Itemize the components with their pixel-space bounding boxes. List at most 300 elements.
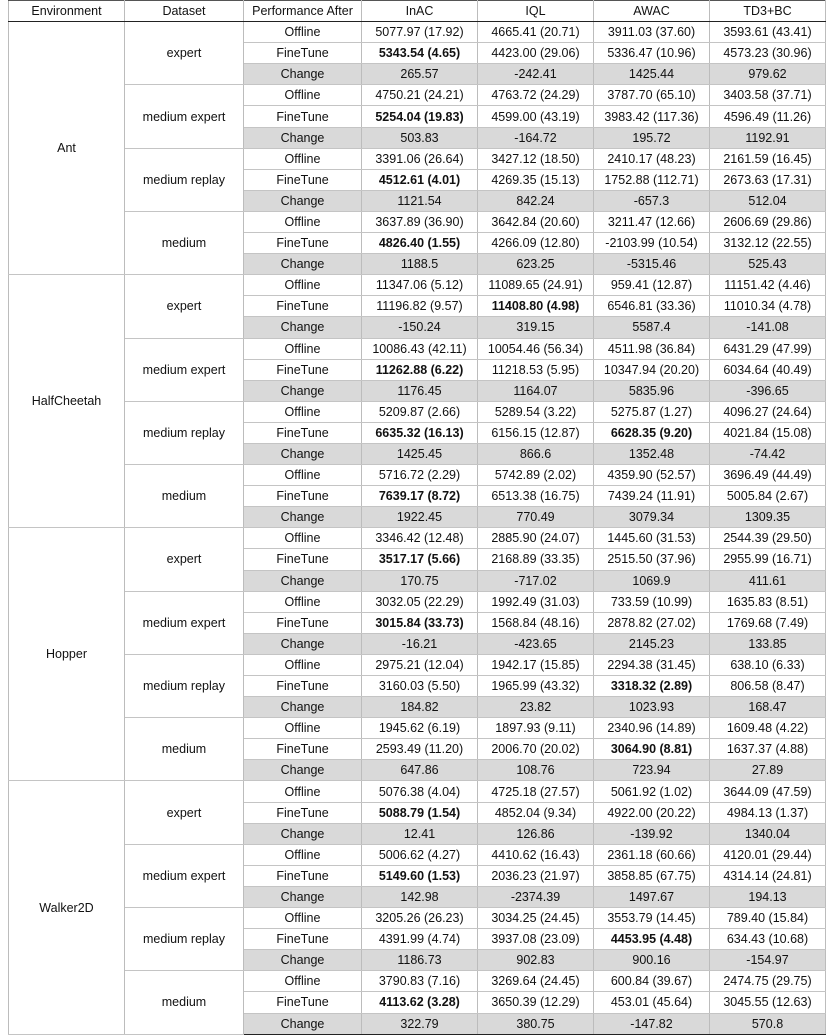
performance-after-cell: FineTune bbox=[244, 676, 362, 697]
value-cell: 5835.96 bbox=[594, 380, 710, 401]
value-cell: 142.98 bbox=[362, 886, 478, 907]
value-cell: 4314.14 (24.81) bbox=[710, 865, 826, 886]
header-td3bc: TD3+BC bbox=[710, 1, 826, 22]
value-cell: 5209.87 (2.66) bbox=[362, 401, 478, 422]
environment-cell: Hopper bbox=[9, 528, 125, 781]
performance-after-cell: Offline bbox=[244, 401, 362, 422]
value-cell: 2340.96 (14.89) bbox=[594, 718, 710, 739]
value-cell: 1164.07 bbox=[478, 380, 594, 401]
performance-after-cell: FineTune bbox=[244, 612, 362, 633]
value-cell: 2036.23 (21.97) bbox=[478, 865, 594, 886]
environment-cell: Ant bbox=[9, 22, 125, 275]
value-cell bbox=[362, 802, 478, 823]
value-cell bbox=[362, 233, 478, 254]
header-iql: IQL bbox=[478, 1, 594, 22]
value-cell: 3132.12 (22.55) bbox=[710, 233, 826, 254]
value-cell: 1121.54 bbox=[362, 190, 478, 211]
value-cell: 4410.62 (16.43) bbox=[478, 844, 594, 865]
value-cell: 265.57 bbox=[362, 64, 478, 85]
value-cell: 5587.4 bbox=[594, 317, 710, 338]
value-cell: 5077.97 (17.92) bbox=[362, 22, 478, 43]
value-cell: 5336.47 (10.96) bbox=[594, 43, 710, 64]
performance-after-cell: Change bbox=[244, 760, 362, 781]
best-value: 7639.17 (8.72) bbox=[378, 489, 461, 504]
best-value: 3064.90 (8.81) bbox=[610, 742, 693, 757]
value-cell: 411.61 bbox=[710, 570, 826, 591]
value-cell: 4665.41 (20.71) bbox=[478, 22, 594, 43]
value-cell: -2103.99 (10.54) bbox=[594, 233, 710, 254]
table-row bbox=[9, 85, 826, 106]
value-cell: 4750.21 (24.21) bbox=[362, 85, 478, 106]
value-cell: 3032.05 (22.29) bbox=[362, 591, 478, 612]
performance-after-cell: Change bbox=[244, 950, 362, 971]
value-cell: 3650.39 (12.29) bbox=[478, 992, 594, 1013]
value-cell: 1568.84 (48.16) bbox=[478, 612, 594, 633]
table-row bbox=[9, 401, 826, 422]
performance-after-cell: Offline bbox=[244, 781, 362, 802]
value-cell: 170.75 bbox=[362, 570, 478, 591]
value-cell: 634.43 (10.68) bbox=[710, 929, 826, 950]
value-cell bbox=[594, 676, 710, 697]
table-row bbox=[9, 844, 826, 865]
value-cell: 623.25 bbox=[478, 254, 594, 275]
value-cell: 3403.58 (37.71) bbox=[710, 85, 826, 106]
value-cell: -396.65 bbox=[710, 380, 826, 401]
value-cell: 4096.27 (24.64) bbox=[710, 401, 826, 422]
value-cell: 1445.60 (31.53) bbox=[594, 528, 710, 549]
performance-after-cell: FineTune bbox=[244, 169, 362, 190]
header-inac: InAC bbox=[362, 1, 478, 22]
value-cell: 2145.23 bbox=[594, 633, 710, 654]
value-cell: 4599.00 (43.19) bbox=[478, 106, 594, 127]
value-cell: 6431.29 (47.99) bbox=[710, 338, 826, 359]
value-cell: 3911.03 (37.60) bbox=[594, 22, 710, 43]
performance-after-cell: Change bbox=[244, 823, 362, 844]
value-cell: 5061.92 (1.02) bbox=[594, 781, 710, 802]
performance-after-cell: Change bbox=[244, 886, 362, 907]
value-cell bbox=[362, 865, 478, 886]
table-row bbox=[9, 275, 826, 296]
value-cell: -141.08 bbox=[710, 317, 826, 338]
results-table bbox=[8, 0, 826, 1035]
value-cell: 525.43 bbox=[710, 254, 826, 275]
value-cell: 3593.61 (43.41) bbox=[710, 22, 826, 43]
value-cell: 6513.38 (16.75) bbox=[478, 486, 594, 507]
value-cell: 27.89 bbox=[710, 760, 826, 781]
value-cell: 4423.00 (29.06) bbox=[478, 43, 594, 64]
value-cell: 1609.48 (4.22) bbox=[710, 718, 826, 739]
table-row bbox=[9, 781, 826, 802]
value-cell: 322.79 bbox=[362, 1013, 478, 1034]
value-cell: 2885.90 (24.07) bbox=[478, 528, 594, 549]
value-cell: 3642.84 (20.60) bbox=[478, 211, 594, 232]
value-cell: 5076.38 (4.04) bbox=[362, 781, 478, 802]
value-cell: 2161.59 (16.45) bbox=[710, 148, 826, 169]
performance-after-cell: FineTune bbox=[244, 865, 362, 886]
value-cell: 2410.17 (48.23) bbox=[594, 148, 710, 169]
best-value: 3318.32 (2.89) bbox=[610, 679, 693, 694]
table-row bbox=[9, 971, 826, 992]
best-value: 3015.84 (33.73) bbox=[375, 615, 464, 630]
performance-after-cell: Offline bbox=[244, 148, 362, 169]
value-cell: 3553.79 (14.45) bbox=[594, 908, 710, 929]
value-cell: 1992.49 (31.03) bbox=[478, 591, 594, 612]
header-row bbox=[9, 1, 826, 22]
value-cell: 6156.15 (12.87) bbox=[478, 422, 594, 443]
value-cell: -16.21 bbox=[362, 633, 478, 654]
value-cell: 733.59 (10.99) bbox=[594, 591, 710, 612]
value-cell: 453.01 (45.64) bbox=[594, 992, 710, 1013]
value-cell: 4269.35 (15.13) bbox=[478, 169, 594, 190]
header-dataset: Dataset bbox=[125, 1, 244, 22]
value-cell: 194.13 bbox=[710, 886, 826, 907]
dataset-cell: medium expert bbox=[125, 844, 244, 907]
value-cell: 2975.21 (12.04) bbox=[362, 654, 478, 675]
value-cell: 723.94 bbox=[594, 760, 710, 781]
value-cell: 1769.68 (7.49) bbox=[710, 612, 826, 633]
best-value: 11262.88 (6.22) bbox=[375, 362, 464, 377]
value-cell: 11089.65 (24.91) bbox=[478, 275, 594, 296]
performance-after-cell: FineTune bbox=[244, 106, 362, 127]
value-cell: 195.72 bbox=[594, 127, 710, 148]
performance-after-cell: Offline bbox=[244, 654, 362, 675]
value-cell: 319.15 bbox=[478, 317, 594, 338]
value-cell: 3696.49 (44.49) bbox=[710, 465, 826, 486]
value-cell: 2606.69 (29.86) bbox=[710, 211, 826, 232]
best-value: 4826.40 (1.55) bbox=[378, 236, 461, 251]
dataset-cell: medium expert bbox=[125, 591, 244, 654]
best-value: 4453.95 (4.48) bbox=[610, 932, 693, 947]
value-cell: 4359.90 (52.57) bbox=[594, 465, 710, 486]
value-cell: 2474.75 (29.75) bbox=[710, 971, 826, 992]
performance-after-cell: FineTune bbox=[244, 992, 362, 1013]
value-cell: 1188.5 bbox=[362, 254, 478, 275]
value-cell: 133.85 bbox=[710, 633, 826, 654]
performance-after-cell: Change bbox=[244, 317, 362, 338]
value-cell: -147.82 bbox=[594, 1013, 710, 1034]
value-cell: 1023.93 bbox=[594, 697, 710, 718]
table-row bbox=[9, 718, 826, 739]
value-cell: 3346.42 (12.48) bbox=[362, 528, 478, 549]
best-value: 4113.62 (3.28) bbox=[379, 995, 460, 1010]
value-cell: 3787.70 (65.10) bbox=[594, 85, 710, 106]
value-cell: 3391.06 (26.64) bbox=[362, 148, 478, 169]
value-cell: 866.6 bbox=[478, 443, 594, 464]
value-cell: 10086.43 (42.11) bbox=[362, 338, 478, 359]
performance-after-cell: FineTune bbox=[244, 233, 362, 254]
performance-after-cell: Change bbox=[244, 1013, 362, 1034]
value-cell: 1945.62 (6.19) bbox=[362, 718, 478, 739]
value-cell: 842.24 bbox=[478, 190, 594, 211]
value-cell: 770.49 bbox=[478, 507, 594, 528]
value-cell bbox=[362, 43, 478, 64]
best-value: 5149.60 (1.53) bbox=[378, 868, 461, 883]
table-row bbox=[9, 465, 826, 486]
performance-after-cell: Change bbox=[244, 380, 362, 401]
performance-after-cell: FineTune bbox=[244, 486, 362, 507]
value-cell: 2361.18 (60.66) bbox=[594, 844, 710, 865]
value-cell: 5006.62 (4.27) bbox=[362, 844, 478, 865]
table-row bbox=[9, 338, 826, 359]
performance-after-cell: FineTune bbox=[244, 929, 362, 950]
value-cell bbox=[594, 422, 710, 443]
performance-after-cell: Offline bbox=[244, 275, 362, 296]
performance-after-cell: FineTune bbox=[244, 296, 362, 317]
value-cell: 11151.42 (4.46) bbox=[710, 275, 826, 296]
header-performance-after: Performance After bbox=[244, 1, 362, 22]
value-cell: 11218.53 (5.95) bbox=[478, 359, 594, 380]
performance-after-cell: FineTune bbox=[244, 739, 362, 760]
value-cell: 3079.34 bbox=[594, 507, 710, 528]
value-cell: 2878.82 (27.02) bbox=[594, 612, 710, 633]
table-row bbox=[9, 591, 826, 612]
value-cell: 2294.38 (31.45) bbox=[594, 654, 710, 675]
value-cell: 3858.85 (67.75) bbox=[594, 865, 710, 886]
value-cell: 1965.99 (43.32) bbox=[478, 676, 594, 697]
value-cell: 2955.99 (16.71) bbox=[710, 549, 826, 570]
performance-after-cell: Offline bbox=[244, 908, 362, 929]
best-value: 3517.17 (5.66) bbox=[378, 552, 461, 567]
value-cell: 959.41 (12.87) bbox=[594, 275, 710, 296]
value-cell: 2673.63 (17.31) bbox=[710, 169, 826, 190]
value-cell: 1309.35 bbox=[710, 507, 826, 528]
value-cell: 3790.83 (7.16) bbox=[362, 971, 478, 992]
performance-after-cell: Change bbox=[244, 127, 362, 148]
value-cell: 503.83 bbox=[362, 127, 478, 148]
value-cell: 4021.84 (15.08) bbox=[710, 422, 826, 443]
value-cell: 380.75 bbox=[478, 1013, 594, 1034]
value-cell bbox=[362, 612, 478, 633]
value-cell: 638.10 (6.33) bbox=[710, 654, 826, 675]
performance-after-cell: Offline bbox=[244, 338, 362, 359]
performance-after-cell: Change bbox=[244, 507, 362, 528]
value-cell: 1425.44 bbox=[594, 64, 710, 85]
value-cell: 4725.18 (27.57) bbox=[478, 781, 594, 802]
table-row bbox=[9, 148, 826, 169]
table-row bbox=[9, 528, 826, 549]
value-cell: 4596.49 (11.26) bbox=[710, 106, 826, 127]
value-cell: 979.62 bbox=[710, 64, 826, 85]
value-cell: -164.72 bbox=[478, 127, 594, 148]
value-cell: -5315.46 bbox=[594, 254, 710, 275]
dataset-cell: expert bbox=[125, 781, 244, 844]
value-cell bbox=[362, 422, 478, 443]
performance-after-cell: Offline bbox=[244, 528, 362, 549]
value-cell bbox=[362, 359, 478, 380]
performance-after-cell: Offline bbox=[244, 465, 362, 486]
dataset-cell: medium replay bbox=[125, 148, 244, 211]
header-environment: Environment bbox=[9, 1, 125, 22]
dataset-cell: medium bbox=[125, 211, 244, 274]
value-cell: 647.86 bbox=[362, 760, 478, 781]
dataset-cell: medium bbox=[125, 971, 244, 1034]
value-cell: -154.97 bbox=[710, 950, 826, 971]
header-awac: AWAC bbox=[594, 1, 710, 22]
table-body bbox=[9, 22, 826, 1035]
value-cell bbox=[362, 169, 478, 190]
best-value: 6635.32 (16.13) bbox=[375, 425, 464, 440]
value-cell: 4391.99 (4.74) bbox=[362, 929, 478, 950]
value-cell: 4852.04 (9.34) bbox=[478, 802, 594, 823]
performance-after-cell: Change bbox=[244, 254, 362, 275]
value-cell: 6546.81 (33.36) bbox=[594, 296, 710, 317]
value-cell: 1425.45 bbox=[362, 443, 478, 464]
value-cell: 1942.17 (15.85) bbox=[478, 654, 594, 675]
performance-after-cell: Offline bbox=[244, 844, 362, 865]
value-cell: 3205.26 (26.23) bbox=[362, 908, 478, 929]
value-cell: 4120.01 (29.44) bbox=[710, 844, 826, 865]
performance-after-cell: Offline bbox=[244, 22, 362, 43]
value-cell: 1922.45 bbox=[362, 507, 478, 528]
value-cell: 11347.06 (5.12) bbox=[362, 275, 478, 296]
value-cell: 3644.09 (47.59) bbox=[710, 781, 826, 802]
value-cell: 5716.72 (2.29) bbox=[362, 465, 478, 486]
value-cell: -150.24 bbox=[362, 317, 478, 338]
dataset-cell: medium expert bbox=[125, 85, 244, 148]
dataset-cell: expert bbox=[125, 528, 244, 591]
best-value: 11408.80 (4.98) bbox=[491, 299, 580, 314]
value-cell: 6034.64 (40.49) bbox=[710, 359, 826, 380]
dataset-cell: medium replay bbox=[125, 908, 244, 971]
value-cell: 11010.34 (4.78) bbox=[710, 296, 826, 317]
value-cell: 3637.89 (36.90) bbox=[362, 211, 478, 232]
value-cell bbox=[594, 929, 710, 950]
value-cell: 512.04 bbox=[710, 190, 826, 211]
value-cell: 11196.82 (9.57) bbox=[362, 296, 478, 317]
best-value: 6628.35 (9.20) bbox=[610, 425, 693, 440]
dataset-cell: expert bbox=[125, 22, 244, 85]
value-cell: 2168.89 (33.35) bbox=[478, 549, 594, 570]
value-cell: 7439.24 (11.91) bbox=[594, 486, 710, 507]
value-cell: 5275.87 (1.27) bbox=[594, 401, 710, 422]
value-cell: 1497.67 bbox=[594, 886, 710, 907]
value-cell: 3160.03 (5.50) bbox=[362, 676, 478, 697]
value-cell: 1752.88 (112.71) bbox=[594, 169, 710, 190]
best-value: 5088.79 (1.54) bbox=[378, 805, 461, 820]
value-cell: 3211.47 (12.66) bbox=[594, 211, 710, 232]
value-cell: -74.42 bbox=[710, 443, 826, 464]
value-cell: 126.86 bbox=[478, 823, 594, 844]
dataset-cell: medium bbox=[125, 718, 244, 781]
value-cell: 108.76 bbox=[478, 760, 594, 781]
performance-after-cell: FineTune bbox=[244, 359, 362, 380]
performance-after-cell: Change bbox=[244, 64, 362, 85]
performance-after-cell: Change bbox=[244, 190, 362, 211]
environment-cell: Walker2D bbox=[9, 781, 125, 1034]
performance-after-cell: Offline bbox=[244, 591, 362, 612]
value-cell: 900.16 bbox=[594, 950, 710, 971]
value-cell: 1635.83 (8.51) bbox=[710, 591, 826, 612]
value-cell: 3983.42 (117.36) bbox=[594, 106, 710, 127]
value-cell: 2515.50 (37.96) bbox=[594, 549, 710, 570]
value-cell: 600.84 (39.67) bbox=[594, 971, 710, 992]
value-cell: 1897.93 (9.11) bbox=[478, 718, 594, 739]
value-cell: -2374.39 bbox=[478, 886, 594, 907]
table-row bbox=[9, 654, 826, 675]
best-value: 5343.54 (4.65) bbox=[378, 46, 461, 61]
table-row bbox=[9, 211, 826, 232]
dataset-cell: expert bbox=[125, 275, 244, 338]
value-cell: 4511.98 (36.84) bbox=[594, 338, 710, 359]
value-cell: -423.65 bbox=[478, 633, 594, 654]
performance-after-cell: Change bbox=[244, 633, 362, 654]
value-cell: 3937.08 (23.09) bbox=[478, 929, 594, 950]
value-cell: -139.92 bbox=[594, 823, 710, 844]
value-cell: 4763.72 (24.29) bbox=[478, 85, 594, 106]
value-cell: 570.8 bbox=[710, 1013, 826, 1034]
performance-after-cell: Offline bbox=[244, 211, 362, 232]
performance-after-cell: Change bbox=[244, 697, 362, 718]
performance-after-cell: FineTune bbox=[244, 802, 362, 823]
value-cell bbox=[362, 992, 478, 1013]
value-cell: 3034.25 (24.45) bbox=[478, 908, 594, 929]
value-cell: 5005.84 (2.67) bbox=[710, 486, 826, 507]
performance-after-cell: Offline bbox=[244, 85, 362, 106]
value-cell bbox=[362, 486, 478, 507]
value-cell: -657.3 bbox=[594, 190, 710, 211]
value-cell bbox=[362, 549, 478, 570]
performance-after-cell: FineTune bbox=[244, 43, 362, 64]
value-cell: 10347.94 (20.20) bbox=[594, 359, 710, 380]
value-cell: 1340.04 bbox=[710, 823, 826, 844]
performance-after-cell: FineTune bbox=[244, 549, 362, 570]
value-cell: 4573.23 (30.96) bbox=[710, 43, 826, 64]
performance-after-cell: Offline bbox=[244, 971, 362, 992]
value-cell: -717.02 bbox=[478, 570, 594, 591]
performance-after-cell: Change bbox=[244, 443, 362, 464]
best-value: 5254.04 (19.83) bbox=[375, 109, 464, 124]
value-cell: 5742.89 (2.02) bbox=[478, 465, 594, 486]
dataset-cell: medium replay bbox=[125, 401, 244, 464]
value-cell: 1637.37 (4.88) bbox=[710, 739, 826, 760]
value-cell: 902.83 bbox=[478, 950, 594, 971]
value-cell bbox=[362, 106, 478, 127]
value-cell bbox=[478, 296, 594, 317]
value-cell: 1069.9 bbox=[594, 570, 710, 591]
value-cell: 4984.13 (1.37) bbox=[710, 802, 826, 823]
value-cell: 23.82 bbox=[478, 697, 594, 718]
value-cell: 12.41 bbox=[362, 823, 478, 844]
value-cell: 3269.64 (24.45) bbox=[478, 971, 594, 992]
dataset-cell: medium expert bbox=[125, 338, 244, 401]
value-cell: 2593.49 (11.20) bbox=[362, 739, 478, 760]
value-cell: -242.41 bbox=[478, 64, 594, 85]
value-cell bbox=[594, 739, 710, 760]
table-row bbox=[9, 22, 826, 43]
best-value: 4512.61 (4.01) bbox=[378, 172, 461, 187]
value-cell: 1192.91 bbox=[710, 127, 826, 148]
value-cell: 3427.12 (18.50) bbox=[478, 148, 594, 169]
dataset-cell: medium replay bbox=[125, 654, 244, 717]
environment-cell: HalfCheetah bbox=[9, 275, 125, 528]
value-cell: 184.82 bbox=[362, 697, 478, 718]
value-cell: 789.40 (15.84) bbox=[710, 908, 826, 929]
value-cell: 1352.48 bbox=[594, 443, 710, 464]
dataset-cell: medium bbox=[125, 465, 244, 528]
performance-after-cell: Offline bbox=[244, 718, 362, 739]
value-cell: 1186.73 bbox=[362, 950, 478, 971]
value-cell: 2006.70 (20.02) bbox=[478, 739, 594, 760]
performance-after-cell: FineTune bbox=[244, 422, 362, 443]
value-cell: 4922.00 (20.22) bbox=[594, 802, 710, 823]
value-cell: 168.47 bbox=[710, 697, 826, 718]
value-cell: 5289.54 (3.22) bbox=[478, 401, 594, 422]
performance-after-cell: Change bbox=[244, 570, 362, 591]
value-cell: 4266.09 (12.80) bbox=[478, 233, 594, 254]
value-cell: 10054.46 (56.34) bbox=[478, 338, 594, 359]
value-cell: 2544.39 (29.50) bbox=[710, 528, 826, 549]
value-cell: 806.58 (8.47) bbox=[710, 676, 826, 697]
